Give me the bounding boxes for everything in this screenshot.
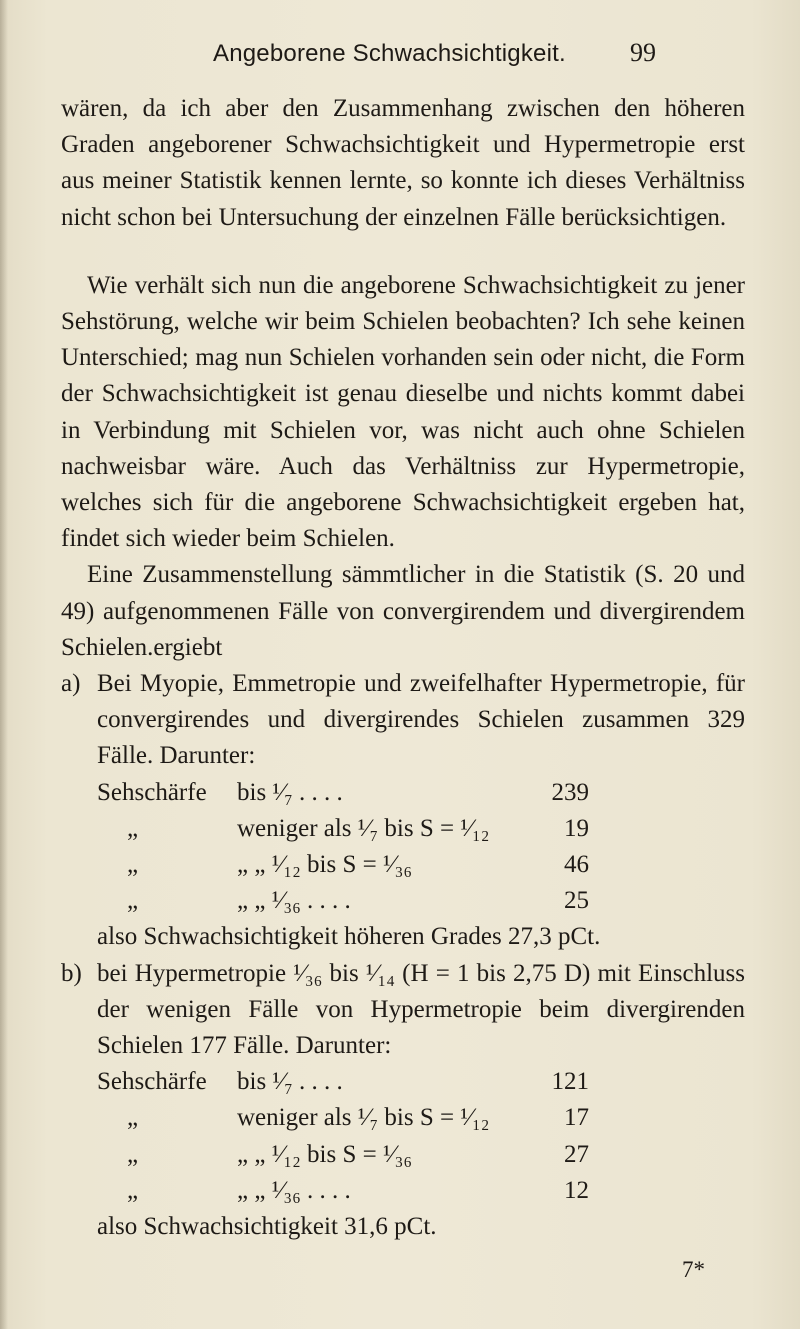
- row-value: 25: [564, 887, 589, 915]
- row-condition: „ „ ¹⁄₃₆ . . . .: [237, 887, 351, 915]
- list-item-label: a): [61, 670, 81, 698]
- list-item-b: [61, 956, 745, 1246]
- table-row: [97, 1173, 589, 1209]
- paragraph-question: Wie verhält sich nun die angeborene Schwachsichtigkeit zu jener Sehstörung, welche wir beim Schielen beobachten? Ich sehe keinen Unterschied; mag nun Schielen vorhanden sein oder nicht, die Form der Schwachsichtigkeit ist genau dieselbe und nichts kommt dabei in Verbindung mit Schielen vor, was nicht auch ohne Schielen nachweisbar wäre. Auch das Verhältniss zur Hypermetropie, welches sich für die angeborene Schwachsichtigkeit ergeben hat, findet sich wieder beim Schielen.: [61, 271, 745, 553]
- row-value: 239: [551, 778, 589, 806]
- stats-table-b: [97, 1064, 589, 1209]
- row-value: 17: [564, 1104, 589, 1132]
- row-condition: „ „ ¹⁄₃₆ . . . .: [237, 1176, 351, 1204]
- row-condition: weniger als ¹⁄₇ bis S = ¹⁄₁₂: [237, 814, 490, 842]
- row-label: „: [127, 1140, 139, 1168]
- row-condition: weniger als ¹⁄₇ bis S = ¹⁄₁₂: [237, 1104, 490, 1132]
- row-label: „: [127, 1104, 139, 1132]
- row-value: 12: [564, 1176, 589, 1204]
- row-label: „: [127, 851, 139, 879]
- row-label: „: [127, 1176, 139, 1204]
- row-value: 27: [564, 1140, 589, 1168]
- row-condition: „ „ ¹⁄₁₂ bis S = ¹⁄₃₆: [237, 851, 413, 879]
- row-label: Sehschärfe: [97, 1068, 207, 1096]
- page-binding-shadow: [0, 0, 8, 1329]
- paragraph-continuation: wären, da ich aber den Zusammenhang zwischen den höheren Graden angeborener Schwachsichtigkeit und Hypermetropie erst aus meiner Statistik kennen lernte, so konnte ich dieses Verhältniss nicht schon bei Untersuchung der einzelnen Fälle berücksichtigen.: [61, 95, 745, 231]
- list-item-text: bei Hypermetropie ¹⁄₃₆ bis ¹⁄₁₄ (H = 1 bis 2,75 D) mit Einschluss der wenigen Fälle von Hypermetropie beim divergirenden Schielen 177 Fälle. Darunter:: [97, 959, 745, 1060]
- page-number: 99: [630, 38, 656, 67]
- row-condition: bis ¹⁄₇ . . . .: [237, 778, 343, 806]
- table-row: [97, 1064, 589, 1100]
- stats-table-a: [97, 775, 589, 920]
- row-value: 19: [564, 814, 589, 842]
- table-row: [97, 811, 589, 847]
- row-value: 121: [551, 1068, 589, 1096]
- list-item-text: Bei Myopie, Emmetropie und zweifelhafter Hypermetropie, für convergirendes und divergirendes Schielen zusammen 329 Fälle. Darunter:: [97, 670, 745, 770]
- signature-mark: 7*: [682, 1257, 705, 1282]
- row-label: „: [127, 814, 139, 842]
- row-condition: bis ¹⁄₇ . . . .: [237, 1068, 343, 1096]
- list-item-label: b): [61, 959, 82, 987]
- row-condition: „ „ ¹⁄₁₂ bis S = ¹⁄₃₆: [237, 1140, 413, 1168]
- running-head: Angeborene Schwachsichtigkeit.: [213, 40, 566, 67]
- list-item-summary: also Schwachsichtigkeit 31,6 pCt.: [97, 1213, 437, 1241]
- row-label: „: [127, 887, 139, 915]
- row-label: Sehschärfe: [97, 778, 207, 806]
- row-value: 46: [564, 851, 589, 879]
- list-item-summary: also Schwachsichtigkeit höheren Grades 27,3 pCt.: [97, 923, 601, 951]
- table-row: [97, 775, 589, 811]
- table-row: [97, 1100, 589, 1136]
- paragraph-gap: [61, 236, 745, 268]
- body-text: [61, 91, 745, 1245]
- table-row: [97, 847, 589, 883]
- table-row: [97, 883, 589, 919]
- list-item-a: [61, 666, 745, 956]
- table-row: [97, 1137, 589, 1173]
- paragraph-summary-intro: Eine Zusammenstellung sämmtlicher in die Statistik (S. 20 und 49) aufgenommenen Fälle von convergirendem und divergirendem Schielen.ergiebt: [61, 561, 745, 661]
